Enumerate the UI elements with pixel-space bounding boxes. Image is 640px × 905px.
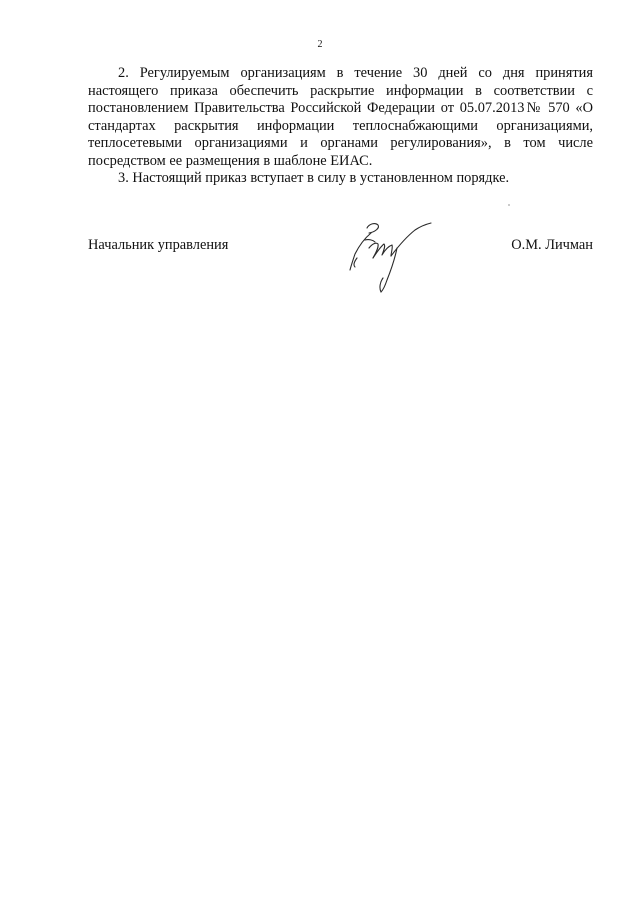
signature-block [88, 237, 593, 257]
paragraph-2: 2. Регулируемым организациям в течение 30 дней со дня принятия настоящего приказа обеспечить раскрытие информации в соответствии с постановлением Правительства Российской Федерации от 05.07.2013№ 570 «О стандартах раскрытия информации теплоснабжающими организациями, теплосетевыми организациями и органами регулирования», в том числе посредством ее размещения в шаблоне ЕИАС. [88, 65, 593, 169]
document-body [88, 65, 593, 188]
scan-speck [508, 204, 510, 206]
paragraph-3: 3. Настоящий приказ вступает в силу в установленном порядке. [118, 170, 510, 186]
handwritten-signature [345, 218, 435, 296]
signer-title: Начальник управления [88, 237, 229, 253]
page-number: 2 [317, 39, 323, 50]
signer-name: О.М. Личман [511, 237, 593, 253]
